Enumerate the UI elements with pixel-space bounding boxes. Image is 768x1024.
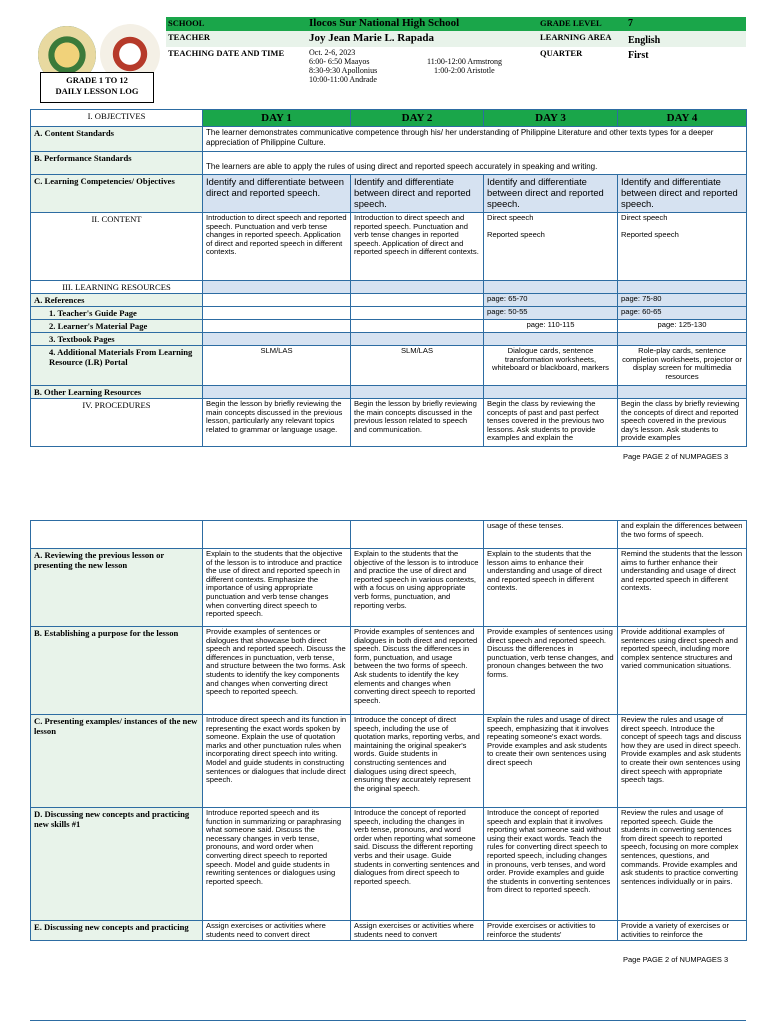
resources-label: III. LEARNING RESOURCES [31,281,203,294]
purpose-cell: Provide examples of sentences or dialogues that showcase both direct speech and reported speech. Discuss the differences in punctuation, verb tense, and structure between the two forms. Ask students to identify the key components and changes when converting direct speech to reported speech. [203,627,351,715]
other-resources-label: B. Other Learning Resources [31,386,203,399]
next-page-border [30,1020,746,1021]
content-standards-label: A. Content Standards [31,127,203,152]
procedure-cell: Begin the class by reviewing the concepts of past and past perfect tenses covered in the previous two lessons. Ask students to provide examples and explain the [484,399,618,447]
teacher-label: TEACHER [168,32,211,42]
continued-cell: usage of these tenses. [484,521,618,549]
discussing-2-cell: Provide a variety of exercises or activities to reinforce the [618,921,747,941]
school-label: SCHOOL [168,18,205,28]
presenting-label: C. Presenting examples/ instances of the new lesson [31,715,203,808]
additional-cell: SLM/LAS [351,346,484,386]
schedule-date: Oct. 2-6, 2023 [309,48,356,57]
guide-cell: page: 60-65 [618,307,747,320]
presenting-cell: Introduce the concept of direct speech, including the use of quotation marks, reporting verbs, and maintaining the original speaker's words. Guide students in constructing sentences and dialogues using direct speech, ensuring they accurately represent the original speech. [351,715,484,808]
purpose-cell: Provide examples of sentences using direct speech and reported speech. Discuss the differences in punctuation, verb tense changes, and pronoun changes between the two forms. [484,627,618,715]
day-header: DAY 4 [618,110,747,127]
quarter-value: First [628,50,649,61]
schedule [309,48,539,84]
discussing-1-cell: Introduce the concept of reported speech and explain that it involves reporting what someone said without using their exact words. Teach the rules for converting direct speech to reported speech, including changes in pronouns, verb tenses, and word order. Provide examples and guide the students in converting sentences from direct to reported speech. [484,808,618,921]
presenting-cell: Introduce direct speech and its function in representing the exact words spoken by someone. Explain the use of quotation marks and other punctuation rules when incorporating direct speech into writing. Model and guide students in constructing sentences or dialogues that include direct speech. [203,715,351,808]
reviewing-cell: Explain to the students that the objective of the lesson is to introduce and practice the use of direct and reported speech in various contexts, with a focus on using appropriate verb forms, punctuation, and reporting verbs. [351,549,484,627]
material-cell: page: 125-130 [618,320,747,333]
area-value: English [628,35,661,46]
grade-value: 7 [628,18,633,29]
reviewing-cell: Explain to the students that the lesson aims to enhance their understanding and usage of direct and reported speech in different contexts. [484,549,618,627]
additional-cell: SLM/LAS [203,346,351,386]
material-cell [203,320,351,333]
content-cell: Introduction to direct speech and reported speech. Punctuation and verb tense changes in reported speech. Application of direct and reported speech in different contexts. [203,213,351,281]
lesson-log-title-1: GRADE 1 TO 12 [66,75,128,85]
competency-cell: Identify and differentiate between direct and reported speech. [484,175,618,213]
objectives-label: I. OBJECTIVES [31,110,203,127]
lesson-log-title-box [40,72,154,103]
grade-label: GRADE LEVEL [540,18,602,28]
day-header: DAY 3 [484,110,618,127]
purpose-cell: Provide examples of sentences and dialogues in both direct and reported speech. Discuss the differences in form, punctuation, and usage between the two forms of speech. Ask students to identify the key elements and changes when converting direct speech to reported speech. [351,627,484,715]
competency-cell: Identify and differentiate between direct and reported speech. [203,175,351,213]
reference-cell [351,294,484,307]
guide-cell: page: 50-55 [484,307,618,320]
page-2 [30,520,746,941]
lesson-log-title-2: DAILY LESSON LOG [55,86,139,96]
content-label: II. CONTENT [31,213,203,281]
content-cell: Direct speech Reported speech [484,213,618,281]
material-label: 2. Learner's Material Page [31,320,203,333]
discussing-2-cell: Assign exercises or activities where students need to convert [351,921,484,941]
header-block [166,16,746,104]
purpose-cell: Provide additional examples of sentences using direct speech and reported speech, including more complex sentence structures and varied communication situations. [618,627,747,715]
reviewing-label: A. Reviewing the previous lesson or presenting the new lesson [31,549,203,627]
content-standards-text: The learner demonstrates communicative competence through his/ her understanding of Philippine Literature and other texts types for a deeper appreciation of Philippine Culture. [203,127,747,152]
reference-cell [203,294,351,307]
procedure-cell: Begin the lesson by briefly reviewing the main concepts discussed in the previous lesson, particularly any relevant topics related to grammar or language usage. [203,399,351,447]
teacher-value: Joy Jean Marie L. Rapada [309,32,434,44]
page-footer: Page PAGE 2 of NUMPAGES 3 [623,452,729,461]
discussing-2-cell: Provide exercises or activities to reinforce the students' [484,921,618,941]
schedule-slot: 11:00-12:00 Armstrong [427,57,503,66]
schedule-slot: 10:00-11:00 Andrade [309,75,377,84]
additional-cell: Role-play cards, sentence completion worksheets, projector or display screen for multimedia resources [618,346,747,386]
reference-cell: page: 75-80 [618,294,747,307]
competencies-label: C. Learning Competencies/ Objectives [31,175,203,213]
additional-materials-label: 4. Additional Materials From Learning Resource (LR) Portal [31,346,203,386]
procedure-cell: Begin the lesson by briefly reviewing the main concepts discussed in the previous lesson related to speech and communication. [351,399,484,447]
content-cell: Direct speech Reported speech [618,213,747,281]
performance-standards-label: B. Performance Standards [31,152,203,175]
schedule-slot: 6:00- 6:50 Maayos [309,57,370,66]
discussing-2-label: E. Discussing new concepts and practicing [31,921,203,941]
procedures-label: IV. PROCEDURES [31,399,203,447]
quarter-label: QUARTER [540,48,583,58]
discussing-1-cell: Review the rules and usage of reported speech. Guide the students in converting sentences from direct speech to reported speech, focusing on more complex sentences, questions, and commands. Provide examples and ask students to practice converting sentences individually or in pairs. [618,808,747,921]
presenting-cell: Review the rules and usage of direct speech. Introduce the concept of speech tags and discuss how they are used in direct speech. Provide examples and ask students to create their own sentences using direct speech with appropriate speech tags. [618,715,747,808]
material-cell [351,320,484,333]
continued-cell [203,521,351,549]
references-label: A. References [31,294,203,307]
datetime-label: TEACHING DATE AND TIME [168,48,285,58]
page-footer: Page PAGE 2 of NUMPAGES 3 [623,955,729,964]
day-header: DAY 1 [203,110,351,127]
performance-standards-text: The learners are able to apply the rules of using direct and reported speech accurately in speaking and writing. [203,152,747,175]
area-label: LEARNING AREA [540,32,612,42]
discussing-1-cell: Introduce the concept of reported speech, including the changes in verb tense, pronouns, and word order when reporting what someone said. Discuss the different reporting verbs and their usage. Guide students in converting sentences and dialogues from direct speech to reported speech. [351,808,484,921]
discussing-1-label: D. Discussing new concepts and practicing new skills #1 [31,808,203,921]
procedure-cell: Begin the class by briefly reviewing the concepts of direct and reported speech covered in the previous day's lesson. Ask students to provide examples [618,399,747,447]
guide-cell [351,307,484,320]
discussing-1-cell: Introduce reported speech and its function in summarizing or paraphrasing what someone said. Discuss the necessary changes in verb tense, pronouns, and word order when converting direct speech to reported speech. Model and guide students in rewriting sentences or dialogues using reported speech. [203,808,351,921]
purpose-label: B. Establishing a purpose for the lesson [31,627,203,715]
reviewing-cell: Remind the students that the lesson aims to further enhance their understanding and usage of direct and reported speech in different contexts. [618,549,747,627]
schedule-slot: 8:30-9:30 Apollonius [309,66,378,75]
lesson-table-page-1 [30,109,747,447]
lesson-table-page-2 [30,520,747,941]
guide-label: 1. Teacher's Guide Page [31,307,203,320]
competency-cell: Identify and differentiate between direct and reported speech. [618,175,747,213]
day-header: DAY 2 [351,110,484,127]
additional-cell: Dialogue cards, sentence transformation worksheets, whiteboard or blackboard, markers [484,346,618,386]
discussing-2-cell: Assign exercises or activities where students need to convert direct [203,921,351,941]
reference-cell: page: 65-70 [484,294,618,307]
reviewing-cell: Explain to the students that the objective of the lesson is to introduce and practice the use of direct and reported speech in different contexts. Emphasize the importance of using appropriate punctuation and verb tense changes when converting direct speech to reported speech. [203,549,351,627]
continued-cell [351,521,484,549]
schedule-slot: 1:00-2:00 Aristotle [434,66,495,75]
material-cell: page: 110-115 [484,320,618,333]
presenting-cell: Explain the rules and usage of direct speech, emphasizing that it involves repeating someone's exact words. Provide examples and ask students to create their own sentences using direct speech [484,715,618,808]
continued-cell: and explain the differences between the two forms of speech. [618,521,747,549]
textbook-label: 3. Textbook Pages [31,333,203,346]
guide-cell [203,307,351,320]
content-cell: Introduction to direct speech and reported speech. Punctuation and verb tense changes in reported speech. Application of direct and reported speech in different contexts. [351,213,484,281]
competency-cell: Identify and differentiate between direct and reported speech. [351,175,484,213]
school-value: Ilocos Sur National High School [309,17,460,29]
